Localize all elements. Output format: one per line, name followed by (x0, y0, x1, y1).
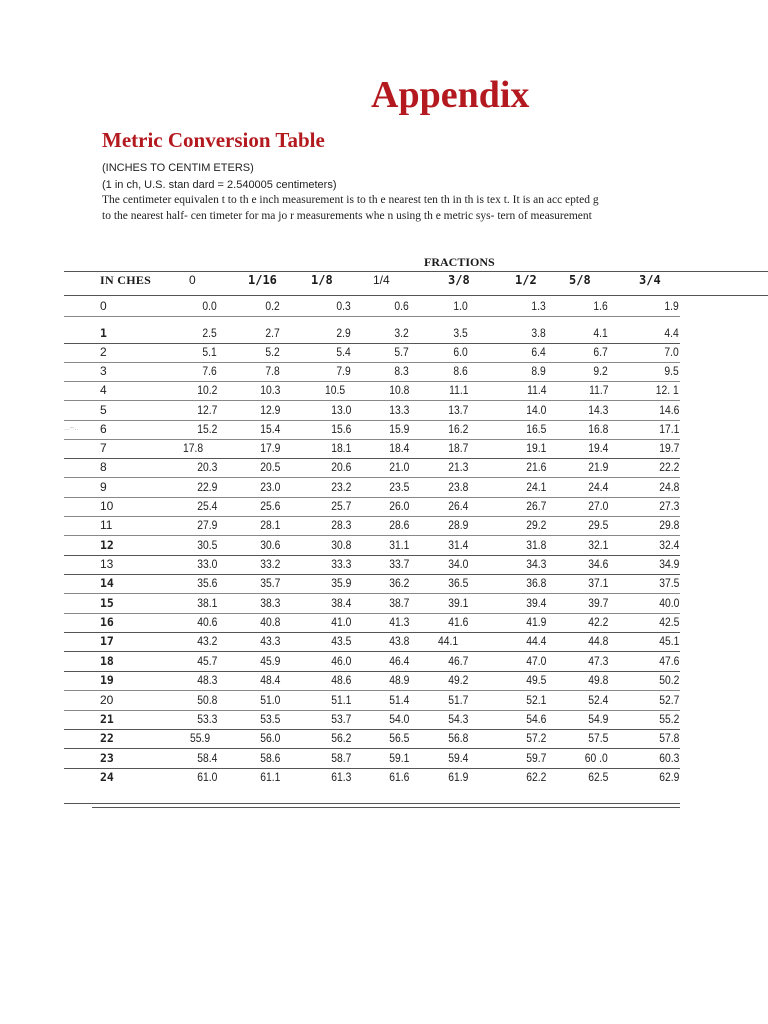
cm-value: 33.3 (330, 557, 351, 571)
table-row (0, 497, 768, 516)
cm-value: 29.2 (525, 518, 546, 532)
cm-value: 9.5 (664, 364, 679, 378)
cm-value: 43.5 (330, 634, 351, 648)
cm-value: 45.1 (658, 634, 679, 648)
cm-value: 47.0 (525, 654, 546, 668)
cm-value: 13.7 (447, 403, 468, 417)
cm-value: 50.8 (196, 693, 217, 707)
cm-value: 34.0 (447, 557, 468, 571)
cm-value: 0.3 (336, 299, 351, 313)
cm-value: 41.9 (525, 615, 546, 629)
cm-value: 22.9 (196, 480, 217, 494)
cm-value: 12. 1 (656, 383, 679, 397)
cm-value: 43.2 (196, 634, 217, 648)
table-row (0, 343, 768, 362)
intro-units-line: (INCHES TO CENTIM ETERS) (102, 162, 254, 174)
cm-value: 57.8 (658, 731, 679, 745)
table-row (0, 671, 768, 690)
cm-value: 21.9 (587, 460, 608, 474)
cm-value: 26.0 (388, 499, 409, 513)
cm-value: 16.8 (587, 422, 608, 436)
cm-value: 39.7 (587, 596, 608, 610)
cm-value: 42.2 (587, 615, 608, 629)
cm-value: 26.4 (447, 499, 468, 513)
cm-value: 31.4 (447, 538, 468, 552)
cm-value: 12.7 (196, 403, 217, 417)
inch-value: 11 (100, 518, 113, 532)
cm-value: 38.4 (330, 596, 351, 610)
cm-value: 27.0 (587, 499, 608, 513)
cm-value: 24.4 (587, 480, 608, 494)
fraction-header-1-8: 1/8 (311, 273, 333, 287)
cm-value: 27.3 (658, 499, 679, 513)
cm-value: 54.6 (525, 712, 546, 726)
cm-value: 34.3 (525, 557, 546, 571)
cm-value: 12.9 (259, 403, 280, 417)
cm-value: 30.8 (330, 538, 351, 552)
intro-paragraph-line-2: to the nearest half- cen timeter for ma jo r measurements whe n using th e metric sys- tern of measurement (102, 210, 592, 222)
cm-value: 48.3 (196, 673, 217, 687)
cm-value: 32.1 (587, 538, 608, 552)
cm-value: 2.9 (336, 326, 351, 340)
cm-value: 29.8 (658, 518, 679, 532)
cm-value: 21.0 (388, 460, 409, 474)
cm-value: 17.1 (658, 422, 679, 436)
inch-value: 19 (100, 673, 114, 687)
inch-value: 21 (100, 712, 114, 726)
cm-value: 8.9 (531, 364, 546, 378)
cm-value: 59.1 (388, 751, 409, 765)
cm-value: 2.7 (265, 326, 280, 340)
cm-value: 18.7 (447, 441, 468, 455)
cm-value: 18.4 (388, 441, 409, 455)
cm-value: 40.8 (259, 615, 280, 629)
inch-value: 12 (100, 538, 114, 552)
cm-value: 31.1 (388, 538, 409, 552)
table-row (0, 691, 768, 710)
table-row (0, 613, 768, 632)
inch-value: 24 (100, 770, 114, 784)
cm-value: 62.2 (525, 770, 546, 784)
cm-value: 39.1 (447, 596, 468, 610)
cm-value: 17.8 (183, 441, 204, 455)
cm-value: 28.3 (330, 518, 351, 532)
cm-value: 48.4 (259, 673, 280, 687)
table-row (0, 632, 768, 651)
cm-value: 13.0 (330, 403, 351, 417)
cm-value: 52.1 (525, 693, 546, 707)
cm-value: 14.0 (525, 403, 546, 417)
cm-value: 25.7 (330, 499, 351, 513)
cm-value: 20.6 (330, 460, 351, 474)
inch-value: 14 (100, 576, 114, 590)
inch-value: 17 (100, 634, 114, 648)
inch-value: 6 (100, 422, 107, 436)
table-row (0, 536, 768, 555)
inch-value: 1 (100, 326, 107, 340)
table-row (0, 749, 768, 768)
cm-value: 5.1 (202, 345, 217, 359)
cm-value: 41.6 (447, 615, 468, 629)
fractions-label: FRACTIONS (424, 255, 495, 269)
table-row (0, 574, 768, 593)
cm-value: 6.4 (531, 345, 546, 359)
cm-value: 28.9 (447, 518, 468, 532)
table-row (0, 381, 768, 400)
cm-value: 33.0 (196, 557, 217, 571)
cm-value: 4.1 (593, 326, 608, 340)
inch-value: 15 (100, 596, 114, 610)
cm-value: 1.0 (453, 299, 468, 313)
fraction-header-1-16: 1/16 (248, 273, 277, 287)
table-row (0, 768, 768, 787)
cm-value: 14.3 (587, 403, 608, 417)
cm-value: 11.4 (526, 383, 546, 397)
table-row (0, 362, 768, 381)
cm-value: 44.1 (438, 634, 459, 648)
cm-value: 46.4 (388, 654, 409, 668)
cm-value: 38.7 (388, 596, 409, 610)
inch-value: 16 (100, 615, 114, 629)
cm-value: 16.2 (447, 422, 468, 436)
cm-value: 15.4 (259, 422, 280, 436)
cm-value: 54.3 (447, 712, 468, 726)
cm-value: 59.4 (447, 751, 468, 765)
cm-value: 24.1 (525, 480, 546, 494)
cm-value: 56.0 (259, 731, 280, 745)
cm-value: 3.8 (531, 326, 546, 340)
cm-value: 41.0 (330, 615, 351, 629)
cm-value: 16.5 (525, 422, 546, 436)
margin-mark: ...--.. (64, 425, 79, 432)
table-row (0, 439, 768, 458)
cm-value: 36.8 (525, 576, 546, 590)
cm-value: 61.6 (388, 770, 409, 784)
cm-value: 51.7 (447, 693, 468, 707)
cm-value: 49.5 (525, 673, 546, 687)
cm-value: 40.6 (196, 615, 217, 629)
cm-value: 19.4 (587, 441, 608, 455)
cm-value: 7.8 (265, 364, 280, 378)
cm-value: 15.2 (196, 422, 217, 436)
cm-value: 35.9 (330, 576, 351, 590)
cm-value: 30.6 (259, 538, 280, 552)
cm-value: 3.5 (453, 326, 468, 340)
cm-value: 28.1 (259, 518, 280, 532)
table-row (0, 324, 768, 343)
cm-value: 45.7 (196, 654, 217, 668)
cm-value: 23.0 (259, 480, 280, 494)
cm-value: 14.6 (658, 403, 679, 417)
intro-standard-line: (1 in ch, U.S. stan dard = 2.540005 centimeters) (102, 179, 337, 191)
cm-value: 32.4 (658, 538, 679, 552)
cm-value: 20.5 (259, 460, 280, 474)
inch-value: 13 (100, 557, 114, 571)
cm-value: 33.7 (388, 557, 409, 571)
cm-value: 54.9 (587, 712, 608, 726)
cm-value: 33.2 (259, 557, 280, 571)
cm-value: 55.9 (190, 731, 211, 745)
cm-value: 37.1 (587, 576, 608, 590)
fraction-header-5-8: 5/8 (569, 273, 591, 287)
cm-value: 62.9 (658, 770, 679, 784)
cm-value: 5.7 (394, 345, 409, 359)
cm-value: 24.8 (658, 480, 679, 494)
cm-value: 17.9 (259, 441, 280, 455)
cm-value: 0.0 (202, 299, 217, 313)
table-row (0, 555, 768, 574)
cm-value: 25.4 (196, 499, 217, 513)
cm-value: 19.7 (658, 441, 679, 455)
cm-value: 48.9 (388, 673, 409, 687)
cm-value: 57.5 (587, 731, 608, 745)
inch-value: 3 (100, 364, 107, 378)
table-row (0, 729, 768, 748)
cm-value: 52.4 (587, 693, 608, 707)
cm-value: 15.6 (330, 422, 351, 436)
inch-value: 0 (100, 299, 107, 313)
cm-value: 29.5 (587, 518, 608, 532)
cm-value: 53.3 (196, 712, 217, 726)
inch-value: 7 (100, 441, 107, 455)
cm-value: 49.2 (447, 673, 468, 687)
cm-value: 38.1 (196, 596, 217, 610)
inch-value: 18 (100, 654, 114, 668)
cm-value: 11.7 (588, 383, 608, 397)
cm-value: 6.0 (453, 345, 468, 359)
cm-value: 21.6 (525, 460, 546, 474)
inch-value: 8 (100, 460, 107, 474)
cm-value: 44.4 (525, 634, 546, 648)
cm-value: 61.0 (196, 770, 217, 784)
cm-value: 0.2 (265, 299, 280, 313)
cm-value: 49.8 (587, 673, 608, 687)
table-top-rule (64, 271, 768, 272)
header-bottom-rule (64, 295, 768, 296)
cm-value: 6.7 (593, 345, 608, 359)
table-row (0, 594, 768, 613)
cm-value: 53.5 (259, 712, 280, 726)
cm-value: 55.2 (658, 712, 679, 726)
cm-value: 5.4 (336, 345, 351, 359)
cm-value: 56.2 (330, 731, 351, 745)
table-row (0, 401, 768, 420)
cm-value: 51.1 (330, 693, 351, 707)
cm-value: 54.0 (388, 712, 409, 726)
cm-value: 25.6 (259, 499, 280, 513)
cm-value: 0.6 (394, 299, 409, 313)
cm-value: 39.4 (525, 596, 546, 610)
table-row (0, 297, 768, 316)
cm-value: 5.2 (265, 345, 280, 359)
cm-value: 43.8 (388, 634, 409, 648)
cm-value: 34.6 (587, 557, 608, 571)
cm-value: 31.8 (525, 538, 546, 552)
cm-value: 30.5 (196, 538, 217, 552)
cm-value: 56.5 (388, 731, 409, 745)
cm-value: 53.7 (330, 712, 351, 726)
fraction-header-3-4: 3/4 (639, 273, 661, 287)
table-row (0, 478, 768, 497)
fraction-header-0: 0 (189, 273, 196, 287)
cm-value: 21.3 (447, 460, 468, 474)
cm-value: 26.7 (525, 499, 546, 513)
inch-value: 10 (100, 499, 114, 513)
cm-value: 11.1 (448, 383, 468, 397)
cm-value: 13.3 (388, 403, 409, 417)
table-row (0, 652, 768, 671)
row-rule (64, 316, 680, 317)
table-row (0, 458, 768, 477)
inch-value: 20 (100, 693, 114, 707)
cm-value: 60.3 (658, 751, 679, 765)
inch-value: 2 (100, 345, 107, 359)
table-bottom-rule-1 (64, 803, 680, 804)
cm-value: 8.3 (394, 364, 409, 378)
cm-value: 18.1 (330, 441, 351, 455)
page-title: Appendix (371, 74, 530, 116)
cm-value: 2.5 (202, 326, 217, 340)
cm-value: 9.2 (593, 364, 608, 378)
cm-value: 22.2 (658, 460, 679, 474)
cm-value: 46.7 (447, 654, 468, 668)
cm-value: 3.2 (394, 326, 409, 340)
inch-value: 22 (100, 731, 114, 745)
table-row (0, 420, 768, 439)
cm-value: 8.6 (453, 364, 468, 378)
cm-value: 50.2 (658, 673, 679, 687)
inch-value: 5 (100, 403, 107, 417)
cm-value: 43.3 (259, 634, 280, 648)
fraction-header-3-8: 3/8 (448, 273, 470, 287)
cm-value: 19.1 (525, 441, 546, 455)
cm-value: 1.9 (664, 299, 679, 313)
cm-value: 7.9 (336, 364, 351, 378)
cm-value: 4.4 (664, 326, 679, 340)
cm-value: 10.3 (259, 383, 280, 397)
cm-value: 37.5 (658, 576, 679, 590)
cm-value: 23.2 (330, 480, 351, 494)
table-row (0, 516, 768, 535)
cm-value: 38.3 (259, 596, 280, 610)
fraction-header-1-2: 1/2 (515, 273, 537, 287)
cm-value: 10.8 (388, 383, 409, 397)
cm-value: 28.6 (388, 518, 409, 532)
cm-value: 61.3 (330, 770, 351, 784)
cm-value: 46.0 (330, 654, 351, 668)
cm-value: 15.9 (388, 422, 409, 436)
cm-value: 10.2 (196, 383, 217, 397)
intro-paragraph-line-1: The centimeter equivalen t to th e inch measurement is to th e nearest ten th in th is tex t. It is an acc epted g (102, 194, 599, 206)
cm-value: 27.9 (196, 518, 217, 532)
cm-value: 47.3 (587, 654, 608, 668)
cm-value: 41.3 (388, 615, 409, 629)
cm-value: 40.0 (658, 596, 679, 610)
cm-value: 10.5 (325, 383, 346, 397)
cm-value: 36.2 (388, 576, 409, 590)
cm-value: 62.5 (587, 770, 608, 784)
cm-value: 34.9 (658, 557, 679, 571)
table-bottom-rule-2 (92, 807, 680, 808)
fraction-header-1-4: 1/4 (373, 273, 390, 287)
inch-value: 23 (100, 751, 114, 765)
cm-value: 61.1 (259, 770, 280, 784)
cm-value: 48.6 (330, 673, 351, 687)
cm-value: 1.6 (593, 299, 608, 313)
cm-value: 56.8 (447, 731, 468, 745)
cm-value: 35.7 (259, 576, 280, 590)
cm-value: 61.9 (447, 770, 468, 784)
cm-value: 51.4 (388, 693, 409, 707)
cm-value: 60 .0 (585, 751, 608, 765)
section-title: Metric Conversion Table (102, 128, 325, 152)
inches-column-header: IN CHES (100, 273, 152, 287)
cm-value: 42.5 (658, 615, 679, 629)
inch-value: 9 (100, 480, 107, 494)
table-row (0, 710, 768, 729)
cm-value: 58.7 (330, 751, 351, 765)
cm-value: 47.6 (658, 654, 679, 668)
cm-value: 44.8 (587, 634, 608, 648)
cm-value: 58.4 (196, 751, 217, 765)
cm-value: 1.3 (531, 299, 546, 313)
cm-value: 58.6 (259, 751, 280, 765)
cm-value: 36.5 (447, 576, 468, 590)
cm-value: 35.6 (196, 576, 217, 590)
cm-value: 52.7 (658, 693, 679, 707)
cm-value: 45.9 (259, 654, 280, 668)
cm-value: 59.7 (525, 751, 546, 765)
cm-value: 57.2 (525, 731, 546, 745)
cm-value: 7.6 (202, 364, 217, 378)
inch-value: 4 (100, 383, 107, 397)
cm-value: 7.0 (664, 345, 679, 359)
cm-value: 23.8 (447, 480, 468, 494)
cm-value: 20.3 (196, 460, 217, 474)
cm-value: 51.0 (259, 693, 280, 707)
cm-value: 23.5 (388, 480, 409, 494)
